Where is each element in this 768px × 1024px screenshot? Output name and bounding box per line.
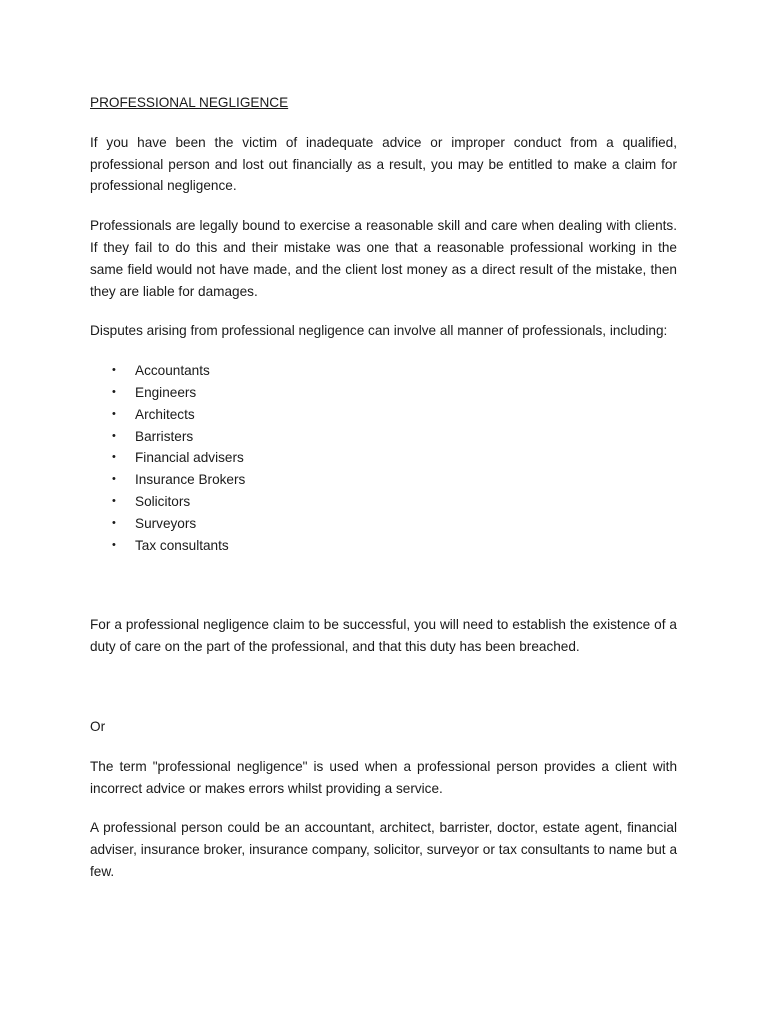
list-item-label: Engineers [135,384,197,400]
bullet-icon: • [112,494,116,507]
list-item-label: Barristers [135,428,194,444]
bullet-icon: • [112,516,116,529]
paragraph-disputes: Disputes arising from professional negligence can involve all manner of professionals, including: [90,323,668,339]
list-item-label: Accountants [135,363,210,379]
list-item [90,513,677,535]
list-item [90,491,677,513]
bullet-icon: • [112,473,116,486]
list-item-label: Tax consultants [135,537,229,553]
paragraph-term-definition: The term "professional negligence" is used when a professional person provides a client with incorrect advice or makes errors whilst providing a service. [90,758,677,796]
list-item-label: Insurance Brokers [135,472,246,488]
bullet-icon: • [112,429,116,442]
paragraph-professional-examples: A professional person could be an accountant, architect, barrister, doctor, estate agent, financial adviser, insurance broker, insurance company, solicitor, surveyor or tax consultants to name but a few. [90,820,677,879]
paragraph-or: Or [90,718,106,734]
spacer [90,556,677,614]
bullet-icon: • [112,538,116,551]
bullet-icon: • [112,364,116,377]
document-title: PROFESSIONAL NEGLIGENCE [90,95,289,110]
bullet-icon: • [112,407,116,420]
paragraph-legal-duty: Professionals are legally bound to exercise a reasonable skill and care when dealing with clients. If they fail to do this and their mistake was one that a reasonable professional working in the same field would not have made, and the client lost money as a direct result of the mistake, then they are liable for damages. [90,218,677,299]
bullet-icon: • [112,451,116,464]
spacer [90,676,677,716]
list-item-label: Architects [135,406,195,422]
list-item-label: Financial advisers [135,450,244,466]
list-item [90,535,677,557]
list-item [90,426,677,448]
list-item [90,382,677,404]
professions-list [90,360,677,556]
list-item [90,404,677,426]
paragraph-claim-success: For a professional negligence claim to be successful, you will need to establish the existence of a duty of care on the part of the professional, and that this duty has been breached. [90,617,677,655]
list-item [90,447,677,469]
list-item [90,360,677,382]
list-item-label: Solicitors [135,493,191,509]
paragraph-intro: If you have been the victim of inadequate advice or improper conduct from a qualified, professional person and lost out financially as a result, you may be entitled to make a claim for professional negligence. [90,134,677,194]
bullet-icon: • [112,385,116,398]
list-item-label: Surveyors [135,515,197,531]
list-item [90,469,677,491]
document-page [90,92,677,901]
